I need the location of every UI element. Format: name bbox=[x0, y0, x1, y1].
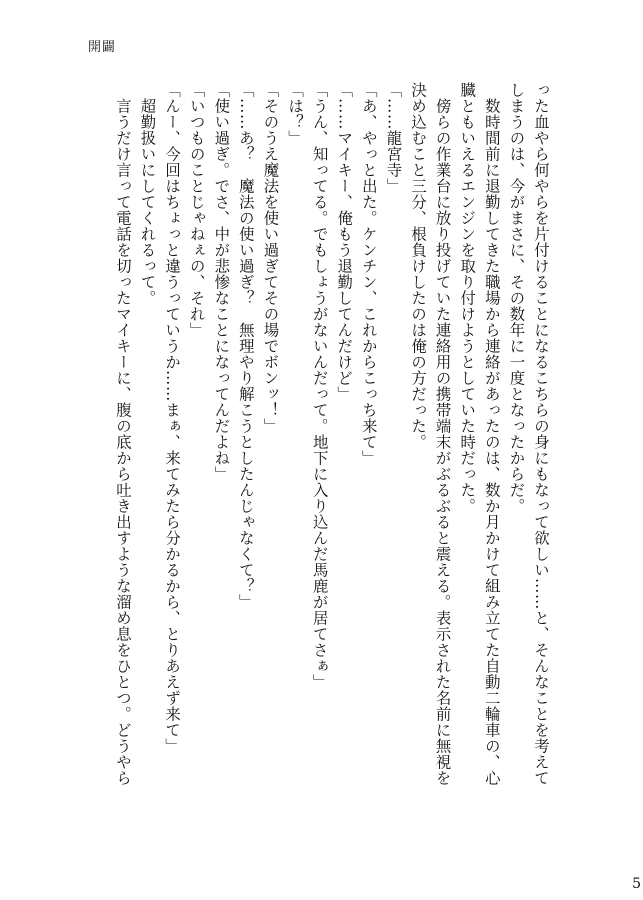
dialogue-line: 「んー、今回はちょっと違うっていうか……まぁ、来てみたら分かるから、とりあえず来て」 bbox=[163, 82, 182, 754]
dialogue-line: 「あ、やっと出た。ケンチン、これからこっち来て」 bbox=[359, 82, 378, 466]
text-line: 言うだけ言って電話を切ったマイキーに、腹の底から吐き出すような溜め息をひとつ。どうやら bbox=[113, 82, 132, 786]
body-text bbox=[110, 82, 553, 852]
page-number: 5 bbox=[632, 876, 641, 892]
text-line: 傍らの作業台に放り投げていた連絡用の携帯端末がぶるぶると震える。表示された名前に無視を bbox=[433, 82, 452, 786]
dialogue-line: 「いつものことじゃねぇの、それ」 bbox=[187, 82, 206, 338]
text-line: 数時間前に退勤してきた職場から連絡があったのは、数か月かけて組み立てた自動二輪車の、心 bbox=[482, 82, 501, 786]
dialogue-line: 「……あ？ 魔法の使い過ぎ？ 無理やり解こうとしたんじゃなくて？」 bbox=[236, 82, 255, 610]
text-line: った血やら何やらを片付けることになるこちらの身にもなって欲しい……と、そんなことを考えて bbox=[532, 82, 550, 786]
dialogue-line: 「……マイキー、俺もう退勤してんだけど」 bbox=[335, 82, 354, 402]
text-line: 決め込むこと三分、根負けしたのは俺の方だった。 bbox=[409, 82, 428, 450]
dialogue-line: 「……龍宮寺」 bbox=[384, 82, 403, 194]
dialogue-line: 「そのうえ魔法を使い過ぎてその場でボンッ！」 bbox=[261, 82, 280, 434]
text-line: 超勤扱いにしてくれるって。 bbox=[138, 82, 157, 306]
dialogue-line: 「うん、知ってる。でもしょうがないんだって。地下に入り込んだ馬鹿が居てさぁ」 bbox=[310, 82, 329, 690]
running-title: 開闢 bbox=[88, 40, 117, 55]
text-line: 臓ともいえるエンジンを取り付けようとしていた時だった。 bbox=[458, 82, 477, 514]
dialogue-line: 「使い過ぎ。でさ、中が悲惨なことになってんだよね」 bbox=[212, 82, 231, 482]
text-line: しまうのは、今がまさに、その数年に一度となったからだ。 bbox=[507, 82, 526, 514]
dialogue-line: 「は？」 bbox=[286, 82, 305, 146]
